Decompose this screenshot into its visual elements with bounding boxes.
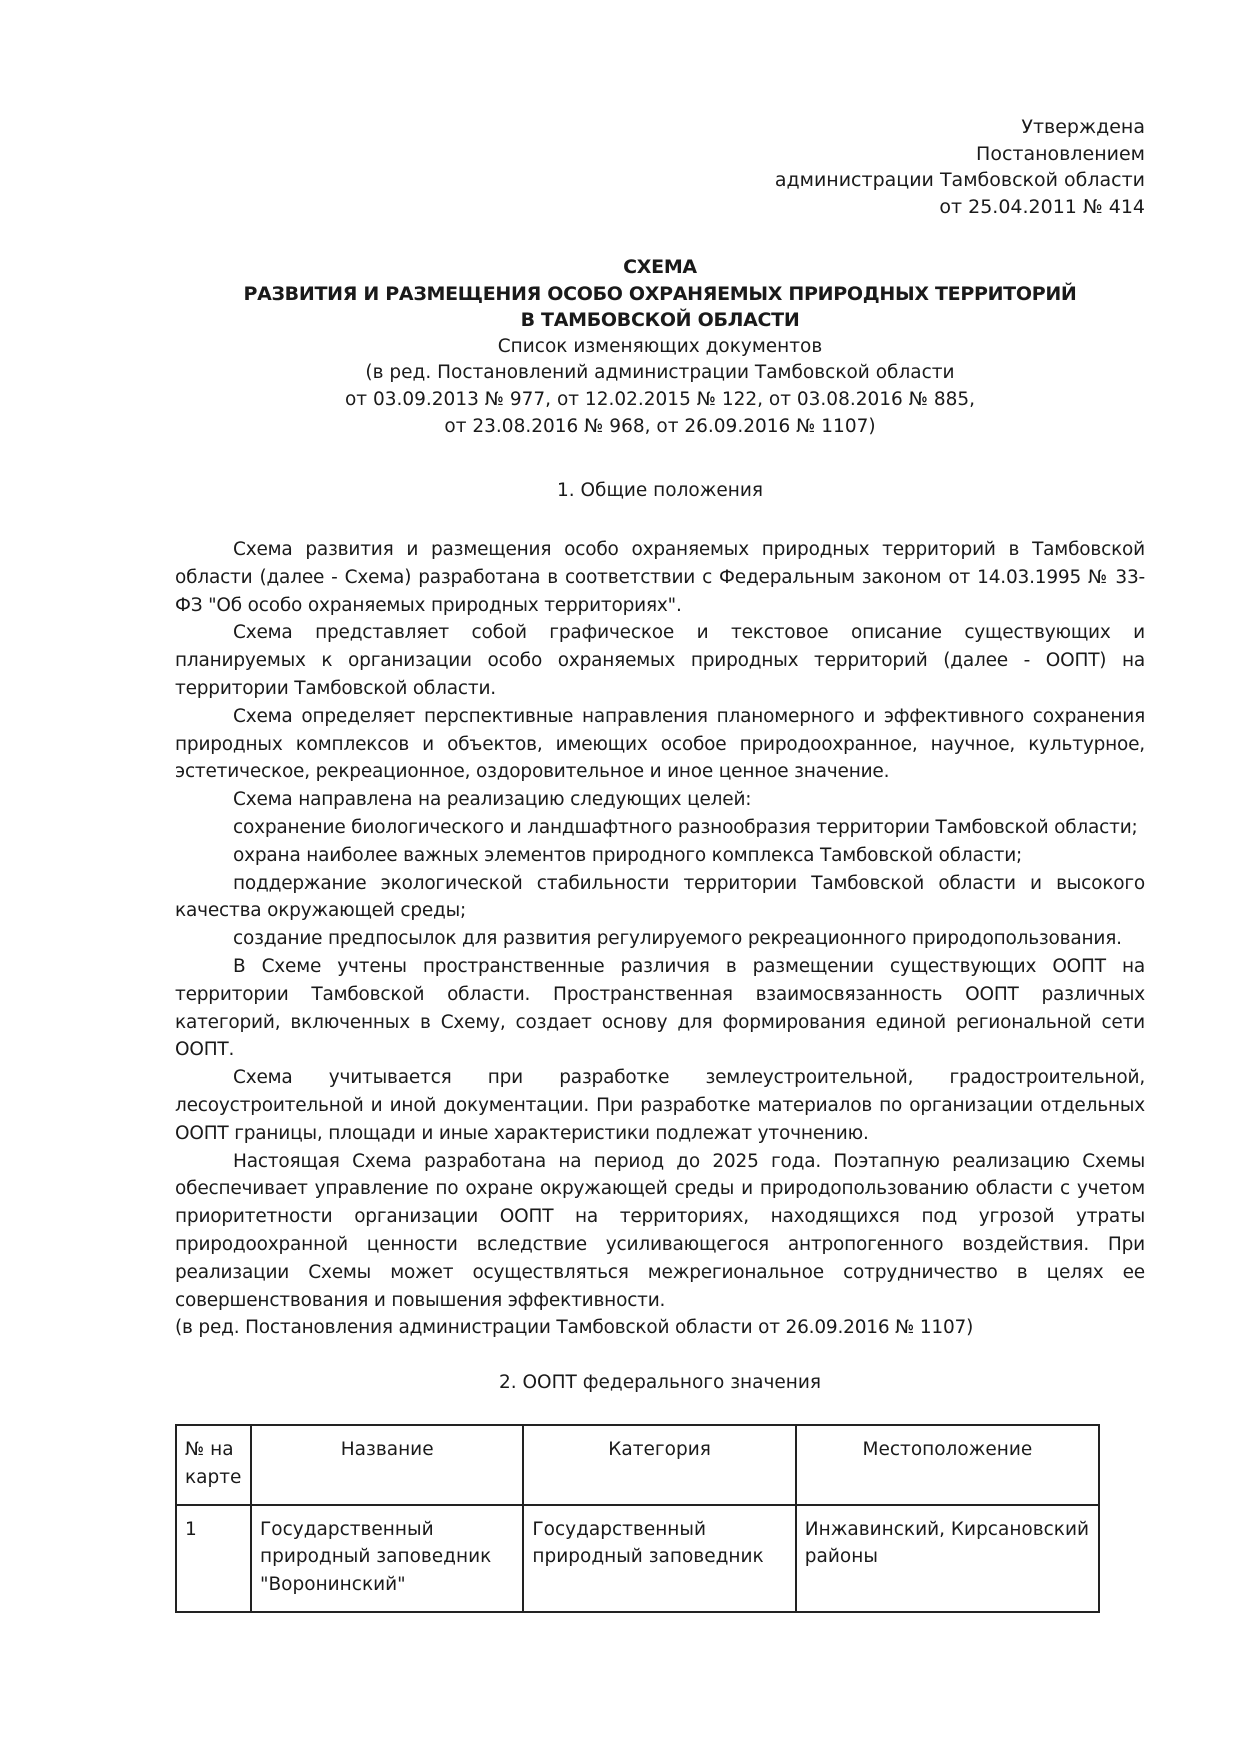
paragraph: Схема определяет перспективные направления планомерного и эффективного сохранения природных комплексов и объектов, имеющих особое природоохранное, научное, культурное, эстетическое, рекреационное, оздоровительное и иное ценное значение. (175, 705, 1145, 783)
amendment-note: (в ред. Постановления администрации Тамбовской области от 26.09.2016 № 1107) (175, 1317, 974, 1339)
changes-line: от 23.08.2016 № 968, от 26.09.2016 № 1107) (444, 415, 876, 437)
document-title (175, 254, 1145, 440)
column-header: № на карте (176, 1425, 251, 1505)
approval-line: Утверждена (1021, 116, 1145, 138)
table-cell: Государственный природный заповедник "Воронинский" (251, 1505, 523, 1612)
paragraph: В Схеме учтены пространственные различия в размещении существующих ООПТ на территории Тамбовской области. Пространственная взаимосвязанность ООПТ различных категорий, включенных в Схему, создает основу для формирования единой региональной сети ООПТ. (175, 955, 1145, 1061)
changes-heading: Список изменяющих документов (497, 335, 823, 357)
paragraph: создание предпосылок для развития регулируемого рекреационного природопользования. (233, 928, 1122, 950)
approval-line: администрации Тамбовской области (774, 169, 1145, 191)
changes-line: от 03.09.2013 № 977, от 12.02.2015 № 122, от 03.08.2016 № 885, (344, 388, 976, 410)
column-header: Название (251, 1425, 523, 1505)
approval-block (775, 114, 1145, 220)
section-1-heading: 1. Общие положения (556, 480, 764, 501)
paragraph: Схема учитывается при разработке землеустроительной, градостроительной, лесоустроительной и иной документации. При разработке материалов по организации отдельных ООПТ границы, площади и иные характеристики подлежат уточнению. (175, 1067, 1145, 1144)
title-line: СХЕМА (623, 256, 697, 278)
table-row (176, 1505, 1099, 1612)
paragraph: Настоящая Схема разработана на период до 2025 года. Поэтапную реализацию Схемы обеспечивает управление по охране окружающей среды и природопользованию области с учетом приоритетности организации ООПТ на территориях, находящихся под угрозой утраты природоохранной ценности вследствие усиливающегося антропогенного воздействия. При реализации Схемы может осуществляться межрегиональное сотрудничество в целях ее совершенствования и повышения эффективности. (175, 1150, 1145, 1311)
table-cell: Государственный природный заповедник (523, 1505, 795, 1612)
paragraph: Схема развития и размещения особо охраняемых природных территорий в Тамбовской области (далее - Схема) разработана в соответствии с Федеральным законом от 14.03.1995 № 33-ФЗ "Об особо охраняемых природных территориях". (175, 539, 1145, 616)
oopt-table (175, 1424, 1100, 1613)
table-cell: Инжавинский, Кирсановский районы (796, 1505, 1099, 1612)
paragraph: Схема направлена на реализацию следующих целей: (233, 789, 752, 811)
column-header: Категория (523, 1425, 795, 1505)
approval-line: Постановлением (976, 142, 1145, 165)
table-header-row (176, 1425, 1099, 1505)
section-2-heading: 2. ООПТ федерального значения (498, 1372, 822, 1393)
paragraph: поддержание экологической стабильности территории Тамбовской области и высокого качества окружающей среды; (175, 872, 1145, 922)
paragraph: охрана наиболее важных элементов природного комплекса Тамбовской области; (233, 844, 1023, 866)
paragraph: Схема представляет собой графическое и текстовое описание существующих и планируемых к организации особо охраняемых природных территорий (далее - ООПТ) на территории Тамбовской области. (175, 622, 1145, 699)
approval-line: от 25.04.2011 № 414 (939, 195, 1145, 218)
paragraph: сохранение биологического и ландшафтного разнообразия территории Тамбовской области; (233, 816, 1138, 838)
column-header: Местоположение (796, 1425, 1099, 1505)
section-1-body (175, 536, 1145, 1342)
changes-line: (в ред. Постановлений администрации Тамбовской области (365, 362, 955, 384)
table-cell: 1 (176, 1505, 251, 1612)
title-line: В ТАМБОВСКОЙ ОБЛАСТИ (520, 309, 800, 332)
title-line: РАЗВИТИЯ И РАЗМЕЩЕНИЯ ОСОБО ОХРАНЯЕМЫХ ПРИРОДНЫХ ТЕРРИТОРИЙ (243, 282, 1077, 305)
